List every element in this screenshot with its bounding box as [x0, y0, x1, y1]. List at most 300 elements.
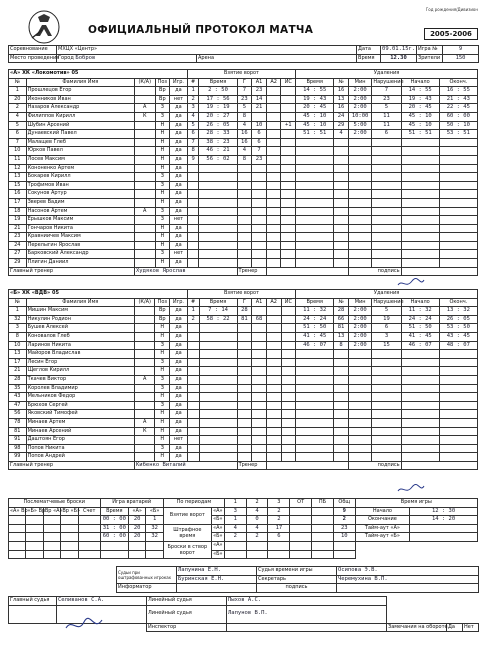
pen-player	[334, 198, 349, 207]
player-number: 29	[9, 259, 27, 268]
goal-scorer	[237, 164, 252, 173]
pen-time	[296, 241, 334, 250]
player-name: Ткачев Виктор	[26, 375, 134, 384]
pen-end: 53 : 50	[439, 324, 477, 333]
pen-end	[439, 375, 477, 384]
pen-time: 20 : 45	[296, 104, 334, 113]
player-role	[134, 332, 155, 341]
player-role	[134, 393, 155, 402]
player-row	[9, 87, 478, 96]
sec-value: Осипова Э.В.	[337, 567, 479, 576]
goal-situation	[281, 444, 296, 453]
player-role	[135, 164, 156, 173]
player-row	[9, 173, 478, 182]
pen-time	[296, 181, 334, 190]
player-row	[9, 315, 478, 324]
pen-b-cell: 6	[268, 533, 290, 542]
player-role	[135, 155, 156, 164]
player-played: да	[170, 130, 188, 139]
player-played: да	[170, 104, 188, 113]
player-role	[134, 384, 155, 393]
player-row	[9, 95, 478, 104]
player-role	[135, 87, 156, 96]
pen-start: 45 : 10	[401, 112, 439, 121]
player-role	[135, 173, 156, 182]
inspector-label: Инспектор	[147, 623, 227, 632]
goal-situation	[281, 198, 296, 207]
player-number: 24	[9, 241, 27, 250]
column-header: Время	[296, 298, 334, 307]
goals-b-cell: 2	[268, 516, 290, 525]
pen-start	[401, 138, 439, 147]
pen-time	[296, 350, 334, 359]
pen-minutes	[348, 173, 371, 182]
pen-minutes: 2:00	[348, 130, 371, 139]
game-no-value: 9	[443, 46, 479, 55]
pen-player	[334, 224, 349, 233]
column-header: #	[187, 78, 199, 87]
goal-assist-2	[266, 233, 281, 242]
player-name: Шубин Арсений	[26, 121, 134, 130]
goal-assist-1	[252, 393, 267, 402]
player-number: 98	[9, 444, 27, 453]
goal-scorer	[237, 427, 252, 436]
pen-violation	[372, 358, 401, 367]
goal-time	[199, 367, 237, 376]
pen-end	[439, 401, 477, 410]
goal-assist-2	[266, 307, 281, 316]
goal-time: 28 : 33	[199, 130, 237, 139]
pen-player	[334, 350, 349, 359]
player-name: Ларинов Никита	[26, 341, 134, 350]
goal-situation	[281, 207, 296, 216]
goal-assist-1	[252, 350, 267, 359]
pen-minutes	[348, 384, 371, 393]
pen-start	[401, 350, 439, 359]
goal-index	[187, 393, 199, 402]
goal-time: 56 : 02	[199, 155, 237, 164]
player-played: да	[170, 181, 188, 190]
line-ref-2: Лапунов В.П.	[227, 605, 387, 623]
pen-time: 24 : 24	[296, 315, 334, 324]
goal-assist-2	[266, 315, 281, 324]
pen-player	[334, 436, 349, 445]
player-played: да	[170, 173, 188, 182]
pen-violation	[372, 259, 401, 268]
player-role	[135, 121, 156, 130]
goal-situation	[281, 427, 296, 436]
player-name: Малащев Глеб	[26, 138, 134, 147]
goal-assist-1: 21	[252, 104, 267, 113]
player-name: Кравниичев Максим	[26, 233, 134, 242]
goal-assist-1	[252, 233, 267, 242]
goal-scorer: 16	[237, 138, 252, 147]
pen-end: 13 : 32	[439, 307, 477, 316]
time-value: 12.30	[381, 54, 417, 63]
shots-title: Послематчевые броски	[9, 499, 101, 508]
pen-violation	[372, 367, 401, 376]
goal-time	[199, 375, 237, 384]
player-row	[9, 350, 478, 359]
pen-player: 28	[334, 307, 349, 316]
coach-label: Главный тренер	[9, 267, 135, 276]
goal-index	[187, 418, 199, 427]
player-name: Попов Никита	[26, 444, 134, 453]
player-played: да	[170, 427, 188, 436]
player-name: Филиппов Кирилл	[26, 112, 134, 121]
pen-time	[296, 216, 334, 225]
column-header: Время	[199, 78, 237, 87]
player-position: З	[155, 112, 170, 121]
date-label: Дата	[357, 46, 381, 55]
player-name: Сокунов Артур	[26, 190, 134, 199]
judges-label: Судьи при оштрафованных игроках	[117, 567, 177, 584]
pen-time: 51 : 51	[296, 130, 334, 139]
player-row	[9, 121, 478, 130]
goal-scorer	[237, 436, 252, 445]
player-name: Бокарев Кирилл	[26, 173, 134, 182]
goal-assist-2	[266, 181, 281, 190]
player-name: Назаров Александр	[26, 104, 134, 113]
goal-index: 8	[187, 147, 199, 156]
player-row	[9, 164, 478, 173]
pen-violation	[372, 233, 401, 242]
secretary-value: Черемухина В.П.	[337, 575, 479, 584]
player-position: З	[155, 341, 170, 350]
goal-time	[199, 259, 237, 268]
player-row	[9, 393, 478, 402]
goal-time	[199, 401, 237, 410]
goal-scorer: 28	[237, 307, 252, 316]
player-position: Н	[155, 259, 170, 268]
remarks-label: Замечания на обороте	[387, 623, 447, 632]
goal-assist-1	[252, 358, 267, 367]
pen-minutes: 10:00	[348, 112, 371, 121]
pen-start	[401, 198, 439, 207]
pen-b-cell: 2	[246, 533, 268, 542]
pen-start	[401, 384, 439, 393]
officials-table	[116, 566, 479, 593]
goal-index	[187, 358, 199, 367]
city-cell	[57, 54, 197, 63]
column-header: Поз	[155, 78, 170, 87]
column-header: №	[9, 298, 27, 307]
player-played: да	[170, 198, 188, 207]
pen-player	[334, 233, 349, 242]
goal-scorer	[237, 233, 252, 242]
pen-end	[439, 224, 477, 233]
pen-violation	[372, 393, 401, 402]
pen-start	[401, 410, 439, 419]
player-name: Перелыгин Ярослав	[26, 241, 134, 250]
goal-time	[199, 173, 237, 182]
pen-violation	[372, 444, 401, 453]
pen-player	[334, 427, 349, 436]
pen-end	[439, 427, 477, 436]
goal-assist-2	[266, 393, 281, 402]
pen-start	[401, 181, 439, 190]
pen-time: 45 : 10	[296, 121, 334, 130]
player-played: да	[170, 375, 188, 384]
goal-assist-2	[266, 384, 281, 393]
player-row	[9, 241, 478, 250]
pen-violation	[372, 384, 401, 393]
player-position: Н	[155, 198, 170, 207]
pen-start	[401, 427, 439, 436]
period-col: Общ	[333, 499, 355, 508]
player-position: Н	[155, 224, 170, 233]
goal-index	[187, 190, 199, 199]
player-position: З	[155, 173, 170, 182]
goal-index	[187, 324, 199, 333]
pen-end	[439, 207, 477, 216]
goal-assist-2	[266, 87, 281, 96]
goal-time	[199, 341, 237, 350]
player-played: да	[170, 367, 188, 376]
column-header: Мин	[348, 298, 371, 307]
goal-scorer: 8	[237, 112, 252, 121]
pen-minutes	[348, 250, 371, 259]
player-position: Н	[155, 453, 170, 462]
goal-assist-1	[252, 112, 267, 121]
player-number: 5	[9, 121, 27, 130]
goal-assist-1: 6	[252, 130, 267, 139]
goal-situation	[281, 190, 296, 199]
goal-scorer	[237, 358, 252, 367]
pen-violation	[372, 375, 401, 384]
city-value: Бобров	[75, 54, 96, 61]
pen-player	[334, 173, 349, 182]
player-role: А	[135, 104, 156, 113]
player-position: Вр	[155, 307, 170, 316]
pen-minutes	[348, 216, 371, 225]
pen-start	[401, 173, 439, 182]
goal-index	[187, 427, 199, 436]
pen-end: 60 : 00	[439, 112, 477, 121]
pen-start: 14 : 55	[401, 87, 439, 96]
line-ref-1: Пыхов А.С.	[227, 597, 387, 606]
player-position: Н	[155, 121, 170, 130]
timeout-b-value	[410, 533, 478, 542]
goal-assist-1	[252, 216, 267, 225]
player-number: 7	[9, 138, 27, 147]
pen-player	[334, 155, 349, 164]
goal-assist-1	[252, 307, 267, 316]
player-role	[134, 307, 155, 316]
pen-start: 19 : 43	[401, 95, 439, 104]
goal-assist-2	[266, 147, 281, 156]
goal-situation	[281, 341, 296, 350]
player-name: Юрков Павел	[26, 147, 134, 156]
goal-index: 7	[187, 138, 199, 147]
pen-end	[439, 259, 477, 268]
goal-index	[187, 350, 199, 359]
pen-end	[439, 233, 477, 242]
goal-scorer	[237, 324, 252, 333]
player-row	[9, 307, 478, 316]
keeper-a: 20	[128, 516, 145, 525]
player-number: 35	[9, 384, 27, 393]
pen-player: 13	[334, 332, 349, 341]
pen-time	[296, 173, 334, 182]
pen-violation	[372, 164, 401, 173]
column-header: (К/А)	[134, 298, 155, 307]
goal-assist-2	[266, 410, 281, 419]
pen-minutes: 2:00	[348, 341, 371, 350]
goal-situation	[281, 375, 296, 384]
player-name: Никулин Родион	[26, 315, 134, 324]
player-role	[135, 95, 156, 104]
player-row	[9, 138, 478, 147]
pen-minutes: 2:00	[348, 104, 371, 113]
pen-end	[439, 198, 477, 207]
goals-b-cell	[290, 516, 312, 525]
assistant-label: Тренер	[237, 461, 266, 470]
goal-index	[187, 233, 199, 242]
goal-scorer: 4	[237, 147, 252, 156]
player-played: да	[170, 358, 188, 367]
player-number: 10	[9, 147, 27, 156]
goal-scorer	[237, 341, 252, 350]
period-col: ОТ	[290, 499, 312, 508]
goal-assist-1: 68	[252, 315, 267, 324]
period-col: 3	[268, 499, 290, 508]
player-position: Н	[155, 427, 170, 436]
row-a-label: «А»	[211, 541, 224, 550]
goals-a-cell: 3	[224, 507, 246, 516]
pen-end	[439, 367, 477, 376]
pen-violation	[372, 410, 401, 419]
pen-a-cell: 17	[268, 524, 290, 533]
pen-end	[439, 241, 477, 250]
goal-index: 2	[187, 95, 199, 104]
pen-end: 50 : 10	[439, 121, 477, 130]
goal-situation	[281, 87, 296, 96]
player-played: да	[170, 259, 188, 268]
pen-player: 24	[334, 112, 349, 121]
remarks-yes: Да	[447, 623, 463, 632]
goal-scorer	[237, 410, 252, 419]
goal-time	[199, 190, 237, 199]
shots-col: Счет	[78, 507, 100, 516]
goal-time	[199, 181, 237, 190]
pen-minutes	[348, 241, 371, 250]
player-name: Минаев Артем	[26, 418, 134, 427]
informer-label: Информатор	[117, 584, 177, 593]
pen-time	[296, 410, 334, 419]
goal-index: 3	[187, 104, 199, 113]
goal-assist-1	[252, 324, 267, 333]
pen-end: 21 : 43	[439, 95, 477, 104]
player-name: Лесин Егор	[26, 358, 134, 367]
sec-label: Судья времени игры	[257, 567, 337, 576]
player-position: З	[155, 216, 170, 225]
goal-assist-1: 7	[252, 147, 267, 156]
pen-player: 66	[334, 315, 349, 324]
pen-end	[439, 418, 477, 427]
pen-minutes	[348, 401, 371, 410]
player-row	[9, 358, 478, 367]
pen-end	[439, 358, 477, 367]
goal-situation	[281, 138, 296, 147]
pen-minutes: 5:00	[348, 121, 371, 130]
column-header: А2	[266, 78, 281, 87]
informer-sign: подпись	[257, 584, 337, 593]
player-number: 10	[9, 341, 27, 350]
player-name: Даштоян Егор	[26, 436, 134, 445]
goal-scorer	[237, 367, 252, 376]
game-start-value: 12 : 30	[410, 507, 478, 516]
pen-minutes	[348, 453, 371, 462]
pen-end: 53 : 51	[439, 130, 477, 139]
goal-assist-1	[252, 453, 267, 462]
player-name: Гончаров Никита	[26, 224, 134, 233]
row-b-label: «Б»	[211, 533, 224, 542]
goal-assist-2	[266, 164, 281, 173]
pen-end: 26 : 05	[439, 315, 477, 324]
periods-title: По периодам	[163, 499, 224, 508]
pen-violation	[372, 427, 401, 436]
player-position: Н	[155, 164, 170, 173]
goal-situation	[281, 224, 296, 233]
player-name: Зверев Вадим	[26, 198, 134, 207]
pen-end	[439, 410, 477, 419]
judge-2: Буринская Е.Н.	[177, 575, 257, 584]
pen-time	[296, 436, 334, 445]
goal-assist-1	[252, 259, 267, 268]
player-row	[9, 250, 478, 259]
goal-assist-2	[266, 453, 281, 462]
pen-time	[296, 358, 334, 367]
pen-violation	[372, 418, 401, 427]
pen-violation	[372, 198, 401, 207]
column-header: №	[334, 298, 349, 307]
goal-assist-2	[266, 95, 281, 104]
pen-start	[401, 241, 439, 250]
period-col: ПБ	[312, 499, 334, 508]
player-played: да	[170, 393, 188, 402]
column-header: Игр.	[170, 298, 188, 307]
pen-minutes	[348, 427, 371, 436]
player-name: Ерышков Максим	[26, 216, 134, 225]
pen-time	[296, 427, 334, 436]
player-position: Н	[155, 130, 170, 139]
pen-minutes	[348, 190, 371, 199]
column-header: Г	[237, 298, 252, 307]
goal-assist-1: 23	[252, 155, 267, 164]
goal-index	[187, 164, 199, 173]
player-position: Н	[155, 233, 170, 242]
pen-time: 19 : 43	[296, 95, 334, 104]
player-number: 18	[9, 207, 27, 216]
pen-start	[401, 418, 439, 427]
goal-time	[199, 224, 237, 233]
pen-time: 45 : 10	[296, 112, 334, 121]
player-played: да	[170, 233, 188, 242]
player-number: 91	[9, 436, 27, 445]
pen-start	[401, 216, 439, 225]
remarks-no: Нет	[463, 623, 479, 632]
pen-end	[439, 393, 477, 402]
pen-minutes	[348, 375, 371, 384]
goal-situation	[281, 164, 296, 173]
goal-assist-2	[266, 259, 281, 268]
column-header: #	[187, 298, 199, 307]
column-header: Фамилия Имя	[26, 78, 134, 87]
player-row	[9, 418, 478, 427]
player-number: 56	[9, 410, 27, 419]
pen-end	[439, 190, 477, 199]
